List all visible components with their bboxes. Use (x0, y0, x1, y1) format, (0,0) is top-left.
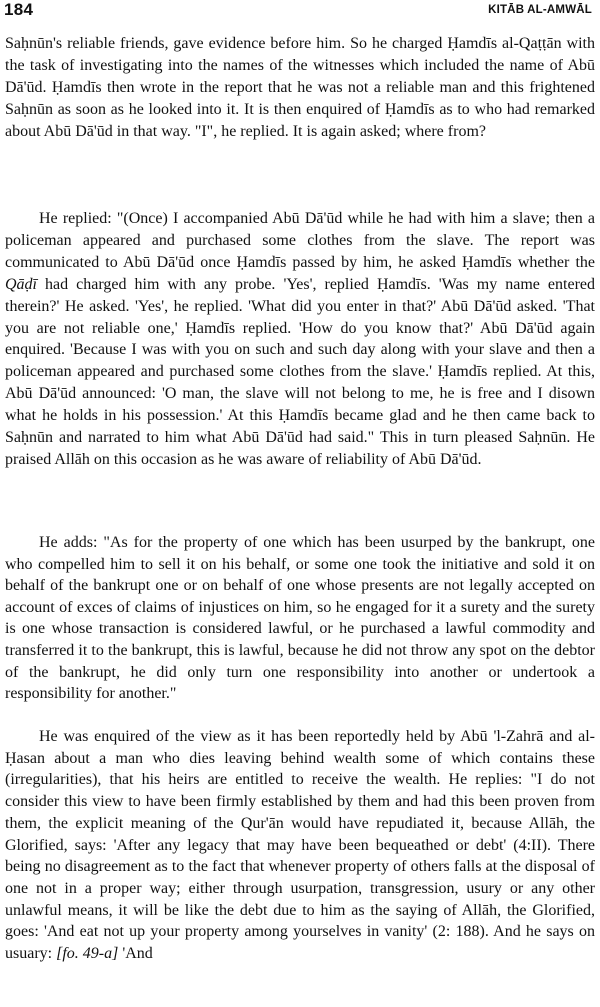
running-head: KITĀB AL-AMWĀL (488, 4, 592, 16)
page-number: 184 (4, 0, 34, 19)
qadi-term: Qāḍī (5, 275, 37, 293)
paragraph-3: He adds: "As for the property of one which has been usurped by the bankrupt, one who compelled him to sell it on his behalf, or some one took the initiative and sold it on behalf of the bankrupt one or on behalf of one whose presents are not legally accepted on account of exces of claims of injustices on him, so he engaged for it a surety and the surety is one whose transaction is considered lawful, or he purchased a lawful commodity and transferred it to the bankrupt, this is lawful, because he did not throw any spot on the debtor of the bankrupt, he did only turn one responsibility into another or undertook a responsibility for another." (5, 534, 595, 703)
folio-reference: [fo. 49-a] (56, 945, 119, 963)
paragraph-2-text-a: He replied: "(Once) I accompanied Abū Dā'ūd while he had with him a slave; then a policeman appeared and purchased some clothes from the slave. The report was communicated to Abū Dā'ūd once Ḥamdīs passed by him, he asked Ḥamdīs whether the (5, 210, 595, 271)
paragraph-4-text-b: 'And (118, 945, 153, 963)
page-header (0, 0, 600, 24)
paragraph-2 (5, 208, 595, 471)
paragraph-4-text-a: He was enquired of the view as it has been reportedly held by Abū 'l-Zahrā and al-Ḥasan about a man who dies leaving behind wealth some of which contains these (irregularities), that his heirs are entitled to receive the wealth. He replies: "I do not consider this view to have been firmly established by them and had this been proven from them, the explicit meaning of the Qur'ān would have repudiated it, because Allāh, the Glorified, says: 'After any legacy that may have been bequeathed or debt' (4:II). There being no disagreement as to the fact that whenever property of others falls at the disposal of one not in a proper way; either through usurpation, transgression, usury or any other unlawful means, it will be like the debt due to him as the saying of Allāh, the Glorified, goes: 'And eat not up your property among yourselves in vanity' (2: 188). And he says on usuary: (5, 728, 595, 963)
paragraph-4 (5, 726, 595, 965)
paragraph-2-text-b: had charged him with any probe. 'Yes', replied Ḥamdīs. 'Was my name entered therein?' He asked. 'Yes', he replied. 'What did you enter in that?' Abū Dā'ūd asked. 'That you are not reliable one,' Ḥamdīs replied. 'How do you know that?' Abū Dā'ūd again enquired. 'Because I was with you on such and such day along with your slave and then a policeman appeared and purchased some clothes from the slave.' Ḥamdīs replied. At this, Abū Dā'ūd announced: 'O man, the slave will not belong to me, he is free and I disown what he holds in his possession.' At this Ḥamdīs became glad and he then came back to Saḥnūn and narrated to him what Abū Dā'ūd had said." This in turn pleased Saḥnūn. He praised Allāh on this occasion as he was aware of reliability of Abū Dā'ūd. (5, 275, 595, 468)
paragraph-1: Saḥnūn's reliable friends, gave evidence before him. So he charged Ḥamdīs al-Qaṭṭān with the task of investigating into the names of the witnesses which included the name of Abū Dā'ūd. Ḥamdīs then wrote in the report that he was not a reliable man and this frightened Saḥnūn as soon as he looked into it. It is then enquired of Ḥamdīs as to who had remarked about Abū Dā'ūd in that way. "I", he replied. It is again asked; where from? (5, 35, 595, 140)
